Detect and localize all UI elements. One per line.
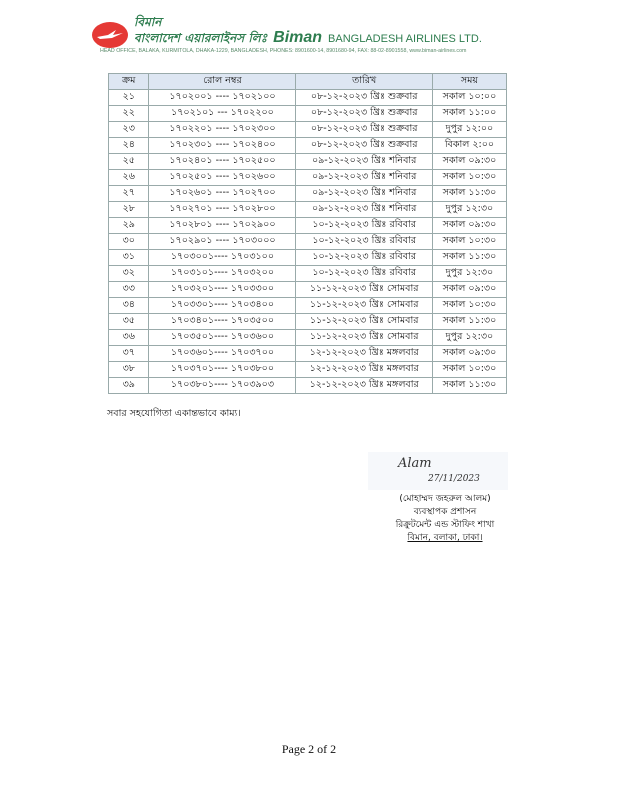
col-date-cell: ১২-১২-২০২৩ খ্রিঃ মঙ্গলবার: [296, 346, 432, 362]
col-date-cell: ১০-১২-২০২৩ খ্রিঃ রবিবার: [296, 234, 432, 250]
col-time-cell: দুপুর ১২:০০: [432, 122, 506, 138]
col-serial-cell: ২৭: [109, 186, 149, 202]
col-date-cell: ০৯-১২-২০২৩ খ্রিঃ শনিবার: [296, 202, 432, 218]
col-time-cell: সকাল ০৯:৩০: [432, 218, 506, 234]
table-row: [109, 170, 507, 186]
head-office-address: HEAD OFFICE, BALAKA, KURMITOLA, DHAKA-1229, BANGLADESH, PHONES: 8901600-14, 8901680-94, FAX: 88-02-8901558, www.biman-airlines.com: [100, 48, 467, 54]
table-row: [109, 266, 507, 282]
col-date-cell: ০৮-১২-২০২৩ খ্রিঃ শুক্রবার: [296, 106, 432, 122]
col-serial-cell: ৩২: [109, 266, 149, 282]
col-date-cell: ০৯-১২-২০২৩ খ্রিঃ শনিবার: [296, 186, 432, 202]
signatory-location: বিমান, বলাকা, ঢাকা।: [407, 533, 483, 543]
exam-schedule-table: [108, 73, 507, 394]
col-roll-cell: ১৭০৩৫০১---- ১৭০৩৬০০: [149, 330, 296, 346]
col-serial-cell: ২৫: [109, 154, 149, 170]
brand-name: Biman: [273, 29, 323, 46]
col-serial-cell: ৩৪: [109, 298, 149, 314]
table-row: [109, 282, 507, 298]
bengali-name-line2: বাংলাদেশ এয়ারলাইনস লিঃ: [134, 31, 268, 45]
col-serial-cell: ২৩: [109, 122, 149, 138]
table-row: [109, 330, 507, 346]
col-date-cell: ১১-১২-২০২৩ খ্রিঃ সোমবার: [296, 330, 432, 346]
col-serial-cell: ৩৯: [109, 378, 149, 394]
col-roll-cell: ১৭০২৪০১ ---- ১৭০২৫০০: [149, 154, 296, 170]
signatory-name: (মোহাম্মদ জহরুল আলম): [399, 494, 491, 504]
col-time-cell: সকাল ১০:৩০: [432, 362, 506, 378]
signature: [368, 452, 508, 490]
col-time-cell: সকাল ০৯:৩০: [432, 154, 506, 170]
col-time-cell: সকাল ১১:৩০: [432, 314, 506, 330]
col-date-cell: ০৮-১২-২০২৩ খ্রিঃ শুক্রবার: [296, 138, 432, 154]
table-row: [109, 218, 507, 234]
col-roll-cell: ১৭০৩৬০১---- ১৭০৩৭০০: [149, 346, 296, 362]
company-name: BANGLADESH AIRLINES LTD.: [328, 33, 482, 45]
col-roll-cell: ১৭০২৫০১ ---- ১৭০২৬০০: [149, 170, 296, 186]
col-roll-cell: ১৭০২২০১ ---- ১৭০২৩০০: [149, 122, 296, 138]
col-roll-cell: ১৭০২০০১ ---- ১৭০২১০০: [149, 90, 296, 106]
col-time-cell: বিকাল ২:০০: [432, 138, 506, 154]
col-roll-cell: ১৭০২৬০১ ---- ১৭০২৭০০: [149, 186, 296, 202]
col-roll-cell: ১৭০৩৭০১---- ১৭০৩৮০০: [149, 362, 296, 378]
col-roll-cell: ১৭০২৩০১ ---- ১৭০২৪০০: [149, 138, 296, 154]
bengali-name-line1: বিমান: [134, 15, 162, 29]
col-time-cell: সকাল ১১:৩০: [432, 186, 506, 202]
table-row: [109, 362, 507, 378]
biman-logo-icon: [92, 22, 128, 48]
col-time-cell: সকাল ১১:৩০: [432, 378, 506, 394]
table-row: [109, 106, 507, 122]
col-roll-cell: ১৭০৩২০১---- ১৭০৩৩০০: [149, 282, 296, 298]
col-serial-cell: ৩৫: [109, 314, 149, 330]
header-col-time: সময়: [432, 74, 506, 90]
table-row: [109, 138, 507, 154]
col-date-cell: ০৯-১২-২০২৩ খ্রিঃ শনিবার: [296, 154, 432, 170]
col-date-cell: ১২-১২-২০২৩ খ্রিঃ মঙ্গলবার: [296, 362, 432, 378]
table-row: [109, 122, 507, 138]
col-date-cell: ১০-১২-২০২৩ খ্রিঃ রবিবার: [296, 266, 432, 282]
letterhead: [92, 16, 522, 55]
col-roll-cell: ১৭০২৭০১ ---- ১৭০২৮০০: [149, 202, 296, 218]
table-row: [109, 90, 507, 106]
table-row: [109, 202, 507, 218]
col-time-cell: দুপুর ১২:৩০: [432, 202, 506, 218]
col-time-cell: সকাল ১০:০০: [432, 90, 506, 106]
col-serial-cell: ৩৭: [109, 346, 149, 362]
header-col-roll: রোল নম্বর: [149, 74, 296, 90]
table-row: [109, 314, 507, 330]
col-serial-cell: ২৯: [109, 218, 149, 234]
table-row: [109, 154, 507, 170]
col-time-cell: সকাল ১০:৩০: [432, 234, 506, 250]
col-time-cell: সকাল ১১:০০: [432, 106, 506, 122]
col-date-cell: ০৮-১২-২০২৩ খ্রিঃ শুক্রবার: [296, 90, 432, 106]
table-row: [109, 186, 507, 202]
col-serial-cell: ৩৬: [109, 330, 149, 346]
col-date-cell: ১০-১২-২০২৩ খ্রিঃ রবিবার: [296, 218, 432, 234]
col-time-cell: সকাল ০৯:৩০: [432, 282, 506, 298]
col-serial-cell: ২৮: [109, 202, 149, 218]
col-roll-cell: ১৭০৩৮০১---- ১৭০৩৯০৩: [149, 378, 296, 394]
signatory-block: [350, 493, 540, 545]
signatory-department: রিক্রুটমেন্ট এন্ড স্টাফিং শাখা: [395, 520, 495, 530]
col-serial-cell: ৩০: [109, 234, 149, 250]
col-time-cell: সকাল ১০:৩০: [432, 298, 506, 314]
closing-note: সবার সহযোগিতা একান্তভাবে কাম্য।: [107, 408, 241, 419]
col-serial-cell: ৩৩: [109, 282, 149, 298]
signature-scribble: Alam: [398, 456, 432, 471]
col-serial-cell: ২৪: [109, 138, 149, 154]
col-date-cell: ০৯-১২-২০২৩ খ্রিঃ শনিবার: [296, 170, 432, 186]
col-date-cell: ১১-১২-২০২৩ খ্রিঃ সোমবার: [296, 282, 432, 298]
table-row: [109, 346, 507, 362]
page-number: Page 2 of 2: [281, 742, 337, 756]
col-time-cell: সকাল ০৯:৩০: [432, 346, 506, 362]
signatory-designation: ব্যবস্থাপক প্রশাসন: [413, 507, 477, 517]
header-col-date: তারিখ: [296, 74, 432, 90]
col-date-cell: ০৮-১২-২০২৩ খ্রিঃ শুক্রবার: [296, 122, 432, 138]
col-date-cell: ১২-১২-২০২৩ খ্রিঃ মঙ্গলবার: [296, 378, 432, 394]
table-row: [109, 298, 507, 314]
col-roll-cell: ১৭০৩৩০১---- ১৭০৩৪০০: [149, 298, 296, 314]
col-time-cell: সকাল ১০:৩০: [432, 170, 506, 186]
col-roll-cell: ১৭০২১০১ --- ১৭০২২০০: [149, 106, 296, 122]
col-time-cell: দুপুর ১২:৩০: [432, 266, 506, 282]
header-col-serial: ক্রম: [109, 74, 149, 90]
table-row: [109, 234, 507, 250]
col-time-cell: সকাল ১১:৩০: [432, 250, 506, 266]
col-date-cell: ১১-১২-২০২৩ খ্রিঃ সোমবার: [296, 298, 432, 314]
col-roll-cell: ১৭০২৯০১ ---- ১৭০৩০০০: [149, 234, 296, 250]
table-row: [109, 250, 507, 266]
col-time-cell: দুপুর ১২:৩০: [432, 330, 506, 346]
col-date-cell: ১১-১২-২০২৩ খ্রিঃ সোমবার: [296, 314, 432, 330]
col-serial-cell: ২২: [109, 106, 149, 122]
col-roll-cell: ১৭০২৮০১ ---- ১৭০২৯০০: [149, 218, 296, 234]
col-roll-cell: ১৭০৩৪০১---- ১৭০৩৫০০: [149, 314, 296, 330]
signature-date: 27/11/2023: [428, 474, 480, 484]
col-roll-cell: ১৭০৩১০১---- ১৭০৩২০০: [149, 266, 296, 282]
table-row: [109, 378, 507, 394]
col-serial-cell: ২৬: [109, 170, 149, 186]
col-serial-cell: ২১: [109, 90, 149, 106]
col-date-cell: ১০-১২-২০২৩ খ্রিঃ রবিবার: [296, 250, 432, 266]
col-serial-cell: ৩৮: [109, 362, 149, 378]
col-roll-cell: ১৭০৩০০১---- ১৭০৩১০০: [149, 250, 296, 266]
col-serial-cell: ৩১: [109, 250, 149, 266]
